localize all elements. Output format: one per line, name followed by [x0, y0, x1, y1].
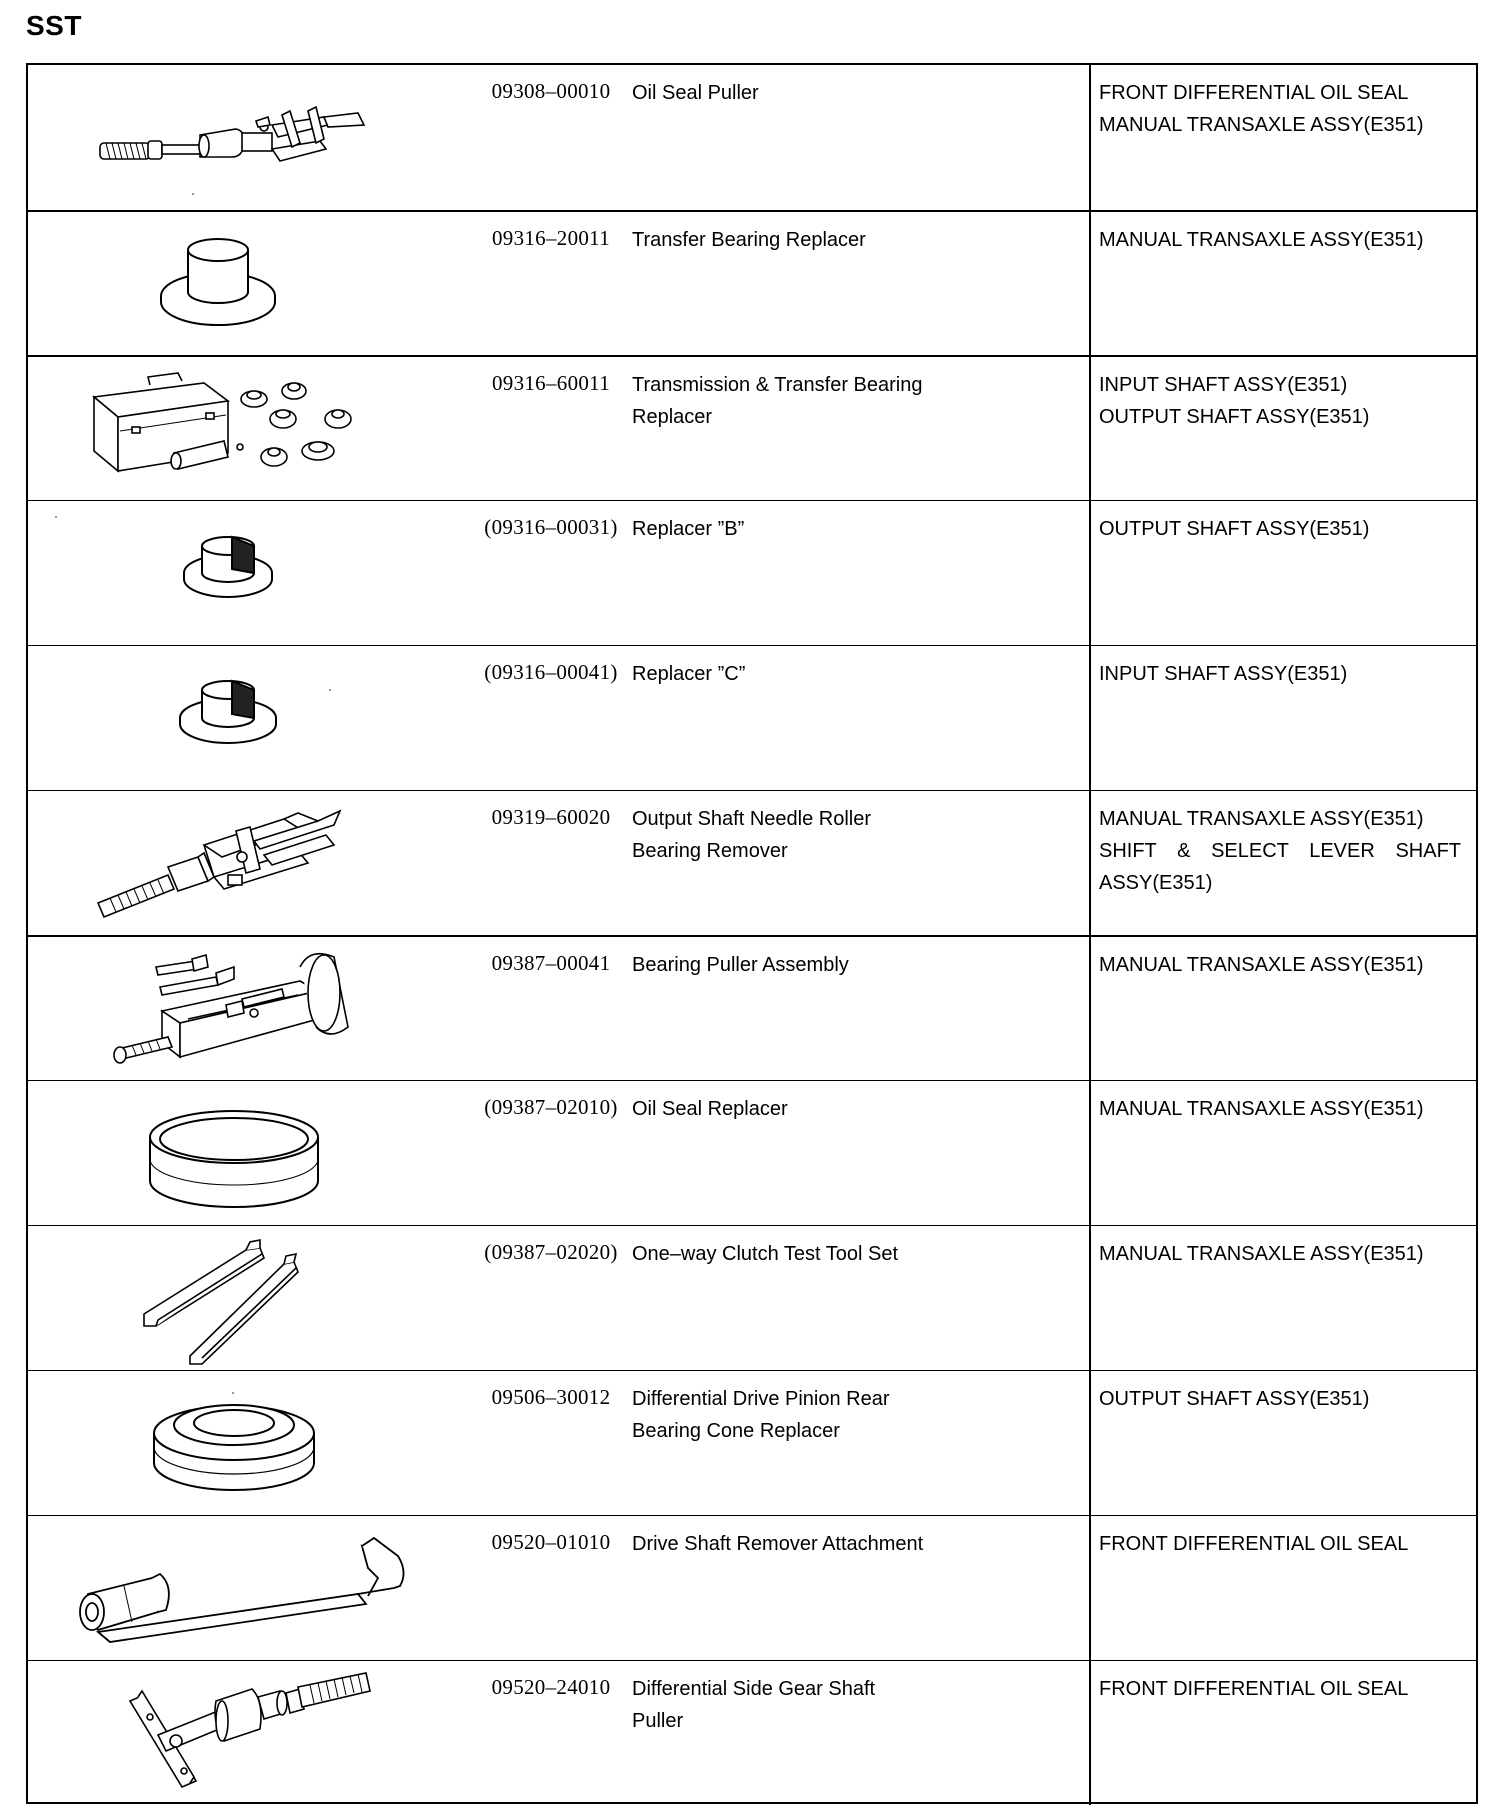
drive-shaft-remover-attachment-illustration [28, 1516, 448, 1659]
usage [1099, 369, 1471, 433]
table-row [28, 935, 1476, 1080]
tool-name-line: Bearing Cone Replacer [632, 1420, 840, 1442]
bearing-cone-replacer-illustration [28, 1371, 448, 1514]
oil-seal-puller-illustration [28, 65, 448, 208]
tool-name [632, 803, 1002, 867]
tool-name-line: Oil Seal Replacer [632, 1098, 788, 1120]
tool-name-line: Output Shaft Needle Roller [632, 808, 872, 830]
tool-name [632, 513, 1002, 545]
tool-name [632, 224, 1002, 256]
tool-name-line: Transmission & Transfer Bearing [632, 374, 923, 396]
usage [1099, 513, 1471, 545]
tool-name [632, 369, 1002, 433]
tool-name-line: Replacer ”B” [632, 518, 745, 540]
replacer-c-illustration [28, 646, 448, 789]
usage [1099, 1093, 1471, 1125]
usage [1099, 1673, 1471, 1705]
tool-name [632, 1528, 1002, 1560]
table-row [28, 210, 1476, 355]
sst-table [26, 63, 1478, 1804]
table-row [28, 790, 1476, 935]
column-divider [1089, 1226, 1091, 1370]
table-row [28, 1225, 1476, 1370]
usage-line: FRONT DIFFERENTIAL OIL SEAL [1099, 1678, 1409, 1700]
table-row [28, 1515, 1476, 1660]
scan-speck [329, 689, 331, 691]
usage-line: INPUT SHAFT ASSY(E351) [1099, 663, 1348, 685]
usage [1099, 1238, 1471, 1270]
part-number: (09387–02010) [484, 1095, 618, 1119]
part-number: 09308–00010 [491, 79, 611, 103]
bearing-replacer-kit-illustration [28, 357, 448, 500]
usage [1099, 803, 1471, 899]
usage-line: ASSY(E351) [1099, 872, 1213, 894]
tool-name [632, 1093, 1002, 1125]
part-number: 09520–24010 [491, 1675, 611, 1699]
tool-name-line: Replacer ”C” [632, 663, 746, 685]
part-number: 09387–00041 [491, 951, 611, 975]
column-divider [1089, 646, 1091, 790]
tool-name-line: Bearing Puller Assembly [632, 954, 849, 976]
usage-line: MANUAL TRANSAXLE ASSY(E351) [1099, 114, 1424, 136]
table-row [28, 500, 1476, 645]
table-row [28, 645, 1476, 790]
part-number: (09316–00031) [484, 515, 618, 539]
usage-line: SHIFT & SELECT LEVER SHAFT [1099, 840, 1461, 862]
usage-line: INPUT SHAFT ASSY(E351) [1099, 374, 1348, 396]
column-divider [1089, 212, 1091, 355]
usage-line: MANUAL TRANSAXLE ASSY(E351) [1099, 954, 1424, 976]
tool-name-line: Differential Drive Pinion Rear [632, 1388, 890, 1410]
usage-line: MANUAL TRANSAXLE ASSY(E351) [1099, 1098, 1424, 1120]
part-number: 09520–01010 [491, 1530, 611, 1554]
tool-name-line: Drive Shaft Remover Attachment [632, 1533, 924, 1555]
column-divider [1089, 501, 1091, 645]
scan-speck [192, 193, 194, 195]
tool-name [632, 949, 1002, 981]
table-row [28, 65, 1476, 210]
usage-line: FRONT DIFFERENTIAL OIL SEAL [1099, 82, 1409, 104]
usage [1099, 1383, 1471, 1415]
bearing-puller-assembly-illustration [28, 937, 448, 1080]
tool-name [632, 1238, 1002, 1270]
page-title: SST [26, 10, 82, 41]
usage [1099, 658, 1471, 690]
transfer-bearing-replacer-illustration [28, 212, 448, 355]
tool-name-line: Puller [632, 1710, 684, 1732]
usage-line: OUTPUT SHAFT ASSY(E351) [1099, 518, 1370, 540]
part-number: 09316–20011 [491, 226, 611, 250]
column-divider [1089, 1661, 1091, 1805]
tool-name [632, 1673, 1002, 1737]
usage-line: MANUAL TRANSAXLE ASSY(E351) [1099, 808, 1424, 830]
tool-name [632, 1383, 1002, 1447]
usage-line: MANUAL TRANSAXLE ASSY(E351) [1099, 229, 1424, 251]
column-divider [1089, 1371, 1091, 1515]
usage-line: FRONT DIFFERENTIAL OIL SEAL [1099, 1533, 1409, 1555]
usage [1099, 224, 1471, 256]
table-row [28, 1660, 1476, 1805]
column-divider [1089, 65, 1091, 210]
tool-name-line: Replacer [632, 406, 713, 428]
column-divider [1089, 791, 1091, 935]
column-divider [1089, 357, 1091, 500]
tool-name-line: Oil Seal Puller [632, 82, 759, 104]
tool-name [632, 77, 1002, 109]
usage-line: OUTPUT SHAFT ASSY(E351) [1099, 406, 1370, 428]
tool-name-line: Differential Side Gear Shaft [632, 1678, 876, 1700]
tool-name-line: One–way Clutch Test Tool Set [632, 1243, 899, 1265]
part-number: 09316–60011 [491, 371, 611, 395]
oil-seal-replacer-illustration [28, 1081, 448, 1224]
table-row [28, 1370, 1476, 1515]
tool-name [632, 658, 1002, 690]
usage [1099, 1528, 1471, 1560]
tool-name-line: Transfer Bearing Replacer [632, 229, 866, 251]
clutch-test-tool-set-illustration [28, 1226, 448, 1369]
usage-line: MANUAL TRANSAXLE ASSY(E351) [1099, 1243, 1424, 1265]
usage [1099, 949, 1471, 981]
scan-speck [55, 516, 57, 518]
replacer-b-illustration [28, 501, 448, 644]
column-divider [1089, 1516, 1091, 1660]
table-row [28, 1080, 1476, 1225]
part-number: 09319–60020 [491, 805, 611, 829]
part-number: (09316–00041) [484, 660, 618, 684]
column-divider [1089, 937, 1091, 1080]
part-number: 09506–30012 [491, 1385, 611, 1409]
table-row [28, 355, 1476, 500]
usage-line: OUTPUT SHAFT ASSY(E351) [1099, 1388, 1370, 1410]
column-divider [1089, 1081, 1091, 1225]
usage [1099, 77, 1471, 141]
needle-roller-bearing-remover-illustration [28, 791, 448, 934]
part-number: (09387–02020) [484, 1240, 618, 1264]
tool-name-line: Bearing Remover [632, 840, 788, 862]
scan-speck [232, 1392, 234, 1394]
side-gear-shaft-puller-illustration [28, 1661, 448, 1804]
